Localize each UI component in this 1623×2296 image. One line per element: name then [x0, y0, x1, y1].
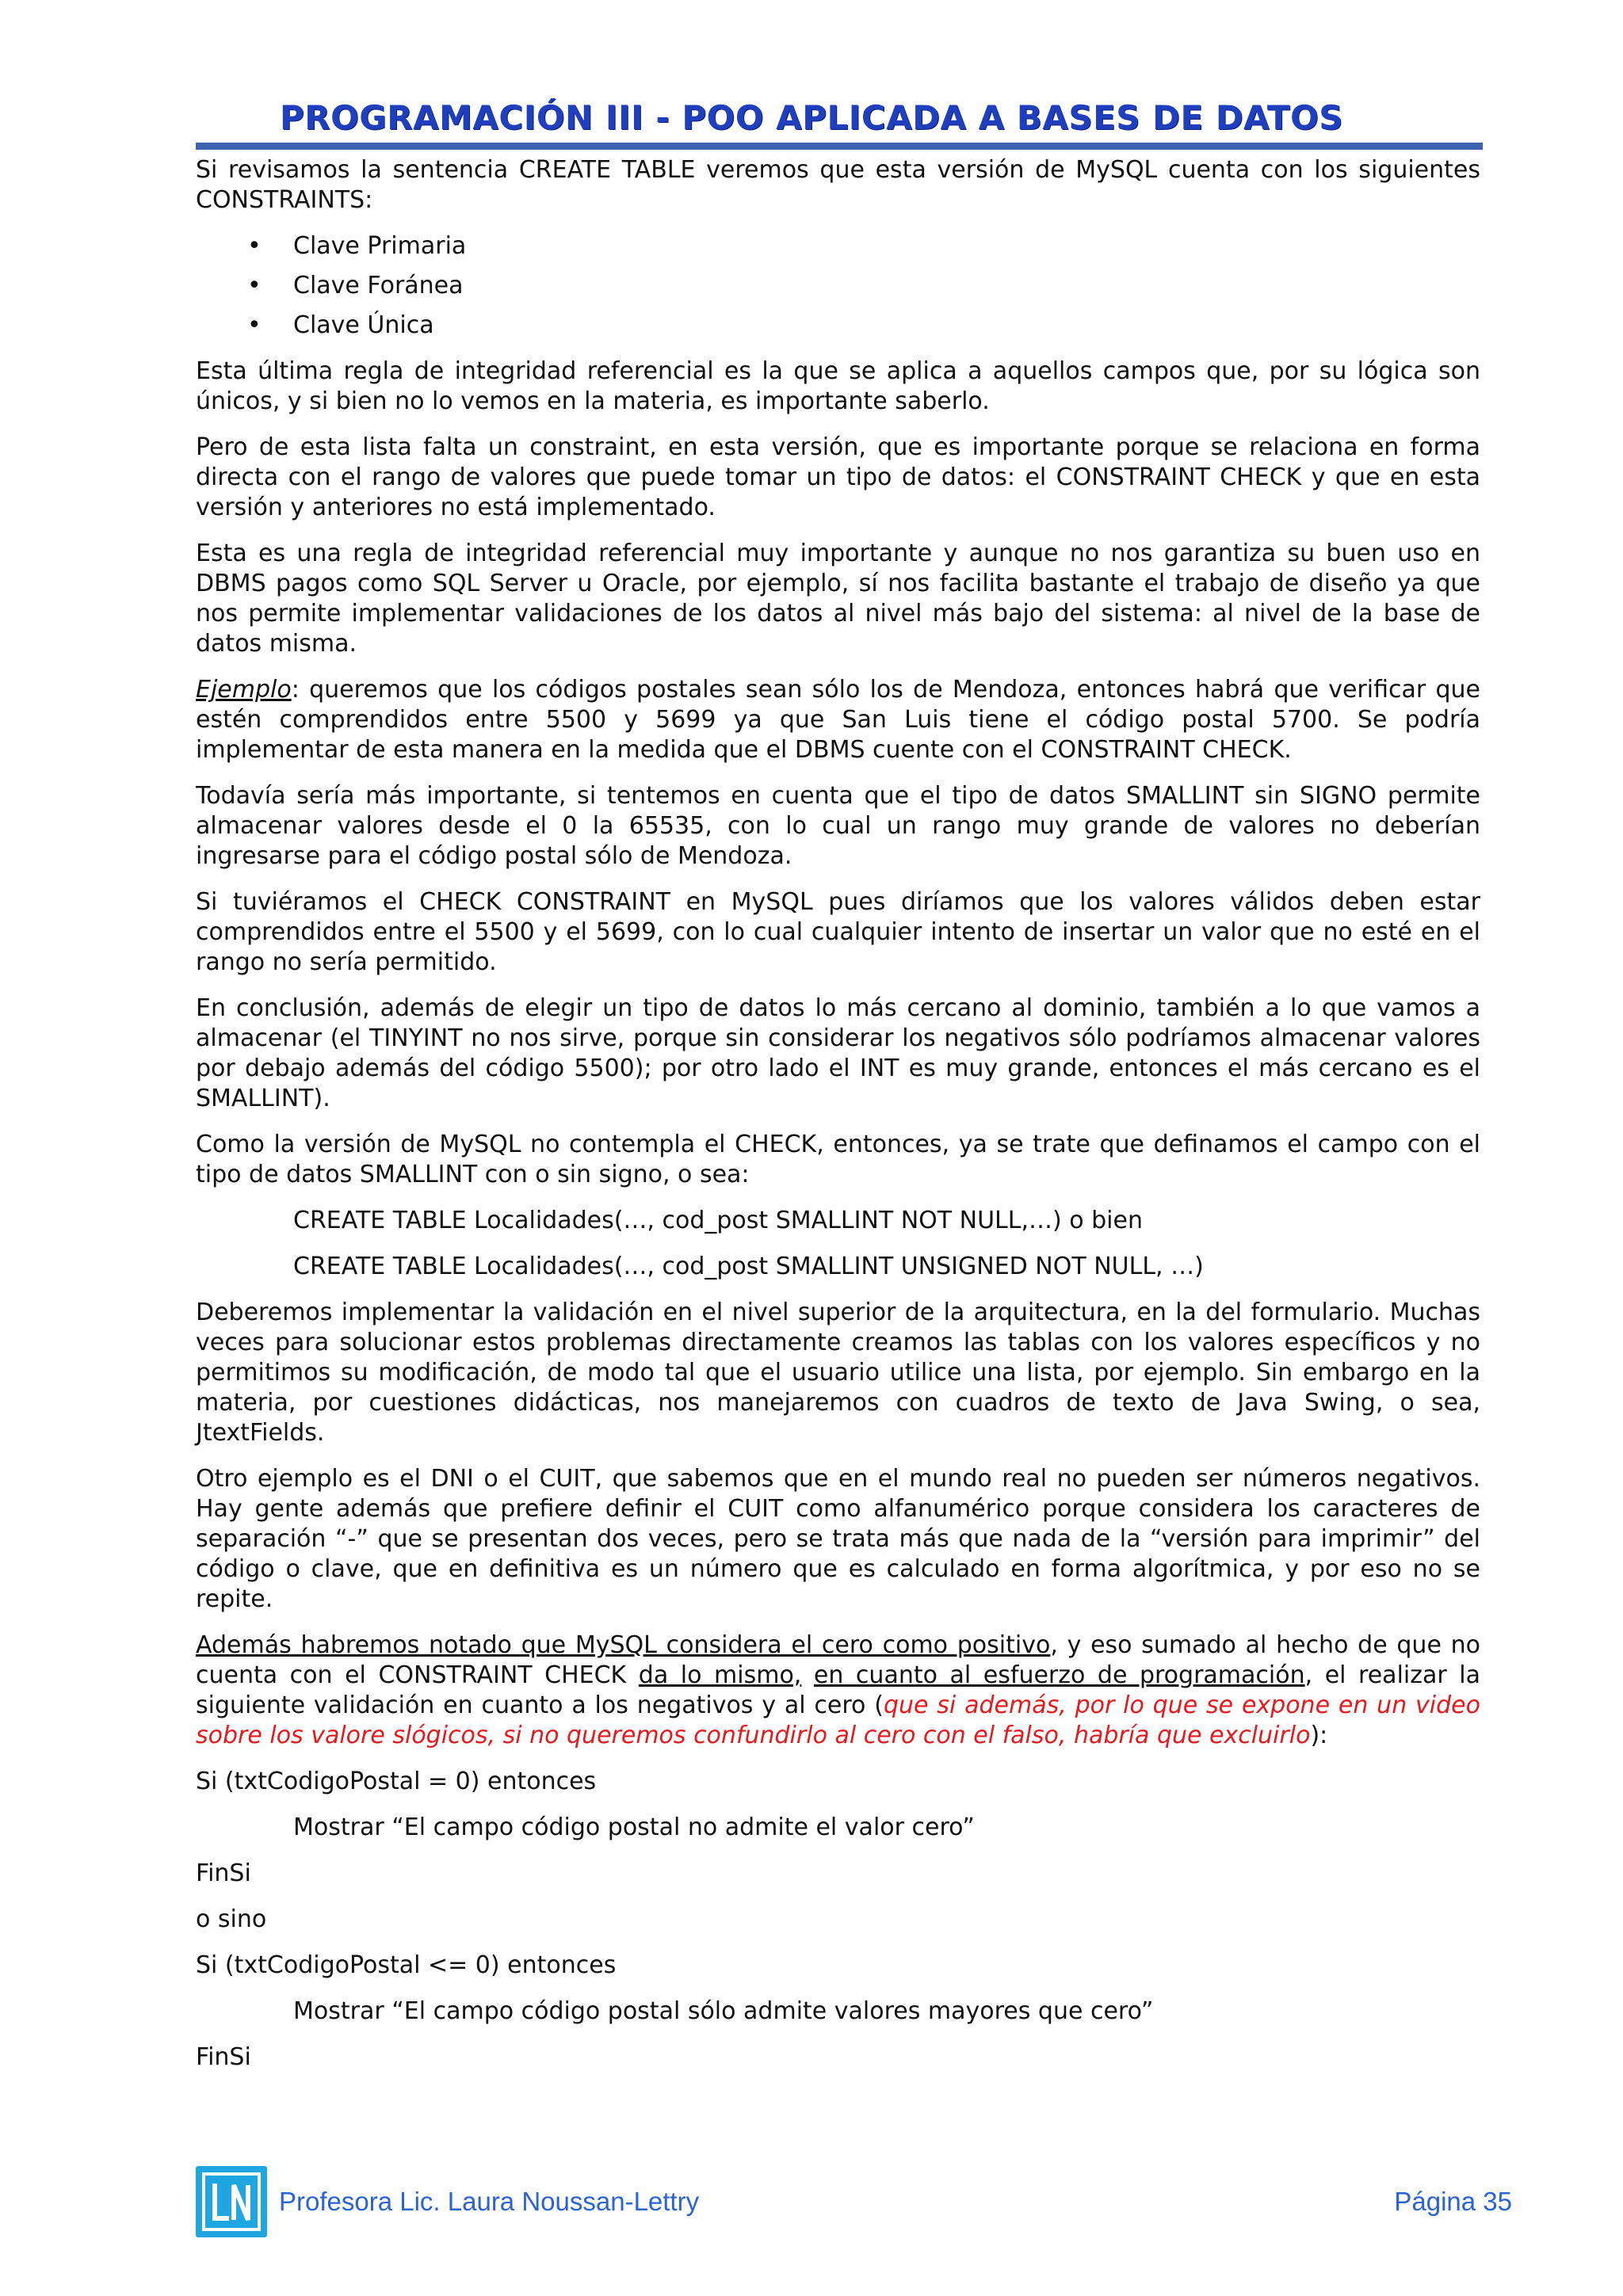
pseudo-line: o sino	[196, 1905, 267, 1933]
paragraph: Si tuviéramos el CHECK CONSTRAINT en MySQL pues diríamos que los valores válidos deben estar comprendidos entre el 5500 y el 5699, con lo cual cualquier intento de insertar un valor que no esté en el rango no sería permitido.	[196, 888, 1480, 976]
underlined-text: en cuanto al esfuerzo de programación	[813, 1661, 1305, 1689]
example-label: Ejemplo	[196, 676, 292, 704]
red-note: que si además, por lo que se expone en un video sobre los valore slógicos, si no queremos confundirlo al cero con el falso, habría que excluirlo	[196, 1691, 1480, 1749]
pseudo-line: Si (txtCodigoPostal = 0) entonces	[196, 1768, 597, 1795]
paragraph: Si revisamos la sentencia CREATE TABLE veremos que esta versión de MySQL cuenta con los siguientes CONSTRAINTS:	[196, 156, 1480, 214]
pseudo-line: FinSi	[196, 1859, 251, 1887]
footer-author: Profesora Lic. Laura Noussan-Lettry	[279, 2187, 700, 2216]
paragraph: Todavía sería más importante, si tentemos en cuenta que el tipo de datos SMALLINT sin SIGNO permite almacenar valores desde el 0 la 65535, con lo cual un rango muy grande de valores no deberían ingresarse para el código postal sólo de Mendoza.	[196, 782, 1480, 870]
list-item: • Clave Única	[196, 311, 1480, 341]
pseudo-line: Mostrar “El campo código postal sólo admite valores mayores que cero”	[293, 1997, 1154, 2025]
code-line: CREATE TABLE Localidades(…, cod_post SMALLINT UNSIGNED NOT NULL, …)	[293, 1253, 1204, 1280]
example-text: : queremos que los códigos postales sean sólo los de Mendoza, entonces habrá que verificar que estén comprendidos entre 5500 y 5699 ya que San Luis tiene el código postal 5700. Se podría implementar de esta manera en la medida que el DBMS cuente con el CONSTRAINT CHECK.	[196, 676, 1480, 764]
text-span: , y eso sumado al hecho de que no cuenta con el CONSTRAINT CHECK	[196, 1631, 1480, 1689]
text-span	[801, 1661, 814, 1689]
ln-logo-icon	[196, 2166, 267, 2237]
list-item: • Clave Foránea	[196, 271, 1480, 301]
underlined-text: da lo mismo,	[638, 1661, 802, 1689]
page-content	[196, 155, 1480, 2088]
paragraph: Pero de esta lista falta un constraint, en esta versión, que es importante porque se relaciona en forma directa con el rango de valores que puede tomar un tipo de datos: el CONSTRAINT CHECK y que en esta versión y anteriores no está implementado.	[196, 433, 1480, 521]
pseudo-line: Mostrar “El campo código postal no admite el valor cero”	[293, 1814, 975, 1841]
pseudo-line: Si (txtCodigoPostal <= 0) entonces	[196, 1951, 617, 1979]
header-divider	[196, 143, 1483, 150]
pseudo-line: FinSi	[196, 2043, 251, 2071]
paragraph: Esta es una regla de integridad referencial muy importante y aunque no nos garantiza su buen uso en DBMS pagos como SQL Server u Oracle, por ejemplo, sí nos facilita bastante el trabajo de diseño ya que nos permite implementar validaciones de los datos al nivel más bajo del sistema: al nivel de la base de datos misma.	[196, 540, 1480, 658]
page-title: PROGRAMACIÓN III - POO APLICADA A BASES DE DATOS	[279, 98, 1344, 137]
paragraph: Esta última regla de integridad referencial es la que se aplica a aquellos campos que, por su lógica son únicos, y si bien no lo vemos en la materia, es importante saberlo.	[196, 357, 1480, 415]
constraints-list	[196, 231, 1480, 341]
paragraph-validation	[196, 1630, 1480, 1751]
code-line: CREATE TABLE Localidades(…, cod_post SMALLINT NOT NULL,…) o bien	[293, 1207, 1143, 1234]
underlined-text: Además habremos notado que MySQL considera el cero como positivo	[196, 1631, 1051, 1659]
text-span: , el realizar la siguiente validación en cuanto a los negativos y al cero (	[196, 1661, 1480, 1719]
paragraph: Deberemos implementar la validación en el nivel superior de la arquitectura, en la del formulario. Muchas veces para solucionar estos problemas directamente creamos las tablas con los valores específicos y no permitimos su modificación, de modo tal que el usuario utilice una lista, por ejemplo. Sin embargo en la materia, por cuestiones didácticas, nos manejaremos con cuadros de texto de Java Swing, o sea, JtextFields.	[196, 1299, 1480, 1447]
text-span: ):	[1310, 1722, 1328, 1749]
page-number: Página 35	[1394, 2187, 1512, 2216]
paragraph: Otro ejemplo es el DNI o el CUIT, que sabemos que en el mundo real no pueden ser números negativos. Hay gente además que prefiere definir el CUIT como alfanumérico porque considera los caracteres de separación “-” que se presentan dos veces, pero se trata más que nada de la “versión para imprimir” del código o clave, que en definitiva es un número que es calculado en forma algorítmica, y por eso no se repite.	[196, 1465, 1480, 1613]
list-item: • Clave Primaria	[196, 231, 1480, 261]
paragraph: En conclusión, además de elegir un tipo de datos lo más cercano al dominio, también a lo que vamos a almacenar (el TINYINT no nos sirve, porque sin considerar los negativos sólo podríamos almacenar valores por debajo además del código 5500); por otro lado el INT es muy grande, entonces el más cercano es el SMALLINT).	[196, 994, 1480, 1112]
paragraph-example	[196, 675, 1480, 765]
paragraph: Como la versión de MySQL no contempla el CHECK, entonces, ya se trate que definamos el campo con el tipo de datos SMALLINT con o sin signo, o sea:	[196, 1131, 1480, 1188]
